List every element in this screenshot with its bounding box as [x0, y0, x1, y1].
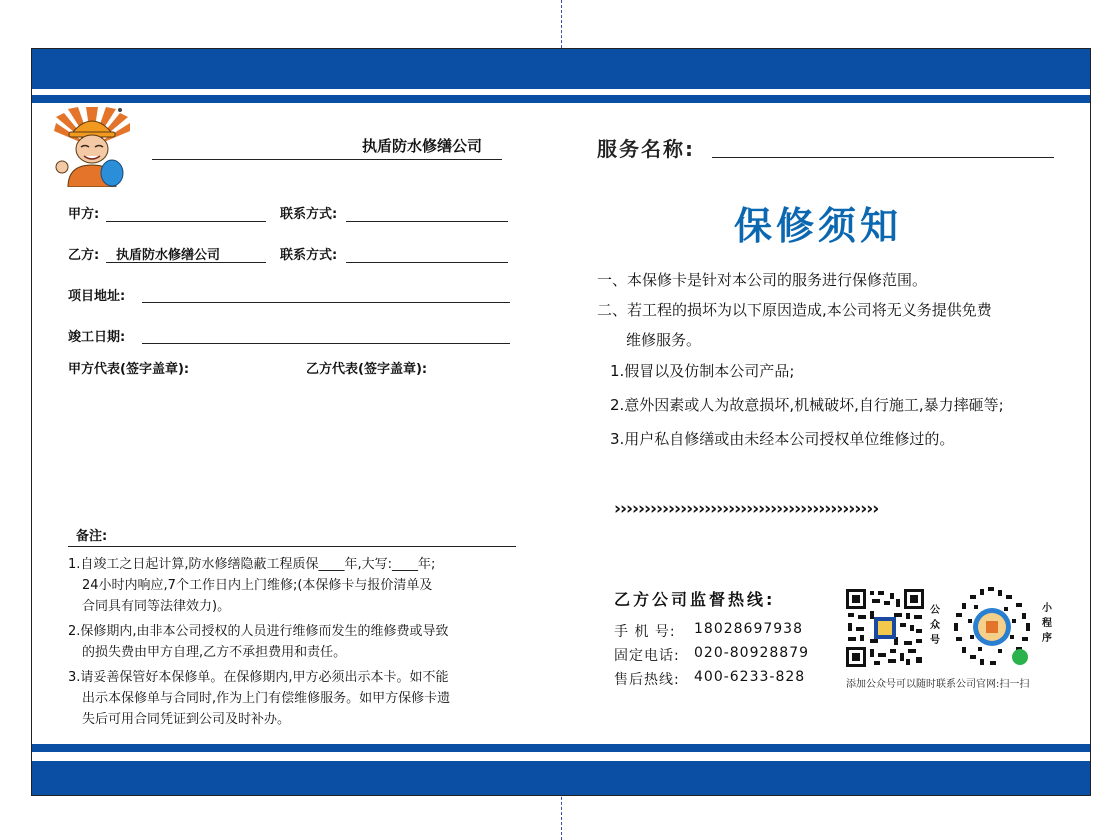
notice-title: 保修须知: [734, 204, 903, 248]
landline-value: 020-80928879: [694, 645, 810, 661]
note-line: 出示本保修单与合同时,作为上门有偿维修服务。如甲方保修卡遗: [82, 691, 451, 706]
top-band: [32, 49, 1090, 89]
party-a-field[interactable]: [106, 221, 266, 222]
clause-line: 1.假冒以及仿制本公司产品;: [610, 362, 795, 380]
qr1-label-char: 公: [930, 605, 940, 616]
party-a-label: 甲方:: [68, 207, 100, 222]
note-line: 的损失费由甲方自理,乙方不承担费用和责任。: [82, 645, 347, 660]
bottom-thin-band: [32, 744, 1090, 752]
mobile-value: 18028697938: [694, 621, 803, 637]
contact-b-field[interactable]: [346, 262, 508, 263]
qr-caption: 添加公众号可以随时联系公司官网:扫一扫: [846, 679, 1030, 690]
note-line: 3.请妥善保管好本保修单。在保修期内,甲方必须出示本卡。如不能: [68, 670, 449, 685]
completion-date-field[interactable]: [142, 343, 510, 344]
aftersales-label: 售后热线:: [614, 672, 680, 688]
note-line: 2.保修期内,由非本公司授权的人员进行维修而发生的维修费或导致: [68, 624, 449, 639]
clause-line: 3.用户私自修缮或由未经本公司授权单位维修过的。: [610, 430, 955, 448]
qr2-label-char: 序: [1042, 633, 1052, 644]
company-underline: [152, 159, 502, 160]
rep-b-label: 乙方代表(签字盖章):: [306, 362, 428, 377]
clause-line: 一、本保修卡是针对本公司的服务进行保修范围。: [597, 271, 928, 289]
address-label: 项目地址:: [68, 289, 126, 304]
notes-title: 备注:: [76, 529, 108, 544]
notes-divider: [68, 546, 516, 547]
chevron-divider: ››››››››››››››››››››››››››››››››››››››››››››: [614, 499, 879, 519]
address-field[interactable]: [142, 302, 510, 303]
aftersales-value: 400-6233-828: [694, 669, 806, 685]
qr2-side-label: [1042, 601, 1052, 646]
note-line: 失后可用合同凭证到公司及时补办。: [82, 712, 291, 727]
service-name-label: 服务名称:: [597, 137, 695, 161]
qr1-side-label: [930, 603, 940, 648]
party-b-label: 乙方:: [68, 248, 100, 263]
bottom-band: [32, 761, 1090, 796]
contact-a-field[interactable]: [346, 221, 508, 222]
rep-a-label: 甲方代表(签字盖章):: [68, 362, 190, 377]
warranty-card: [31, 48, 1091, 796]
qr2-label-char: 小: [1042, 603, 1052, 614]
completion-date-label: 竣工日期:: [68, 330, 126, 345]
worker-mascot-logo: [54, 107, 130, 187]
qr1-label-char: 号: [930, 635, 940, 646]
contact-a-label: 联系方式:: [280, 207, 338, 222]
mobile-label: 手 机 号:: [614, 624, 676, 640]
note-line: 合同具有同等法律效力)。: [82, 599, 231, 614]
clause-line: 维修服务。: [626, 331, 702, 349]
company-name: 执盾防水修缮公司: [362, 137, 483, 155]
wechat-official-account-qr[interactable]: [844, 587, 926, 669]
clause-line: 2.意外因素或人为故意损坏,机械破坏,自行施工,暴力摔砸等;: [610, 396, 1004, 414]
qr1-label-char: 众: [930, 620, 940, 631]
note-line: 24小时内响应,7个工作日内上门维修;(本保修卡与报价清单及: [82, 578, 433, 593]
note-line: 1.自竣工之日起计算,防水修缮隐蔽工程质保____年,大写:____年;: [68, 557, 436, 572]
hotline-title: 乙方公司监督热线:: [614, 590, 776, 609]
service-name-field[interactable]: [712, 157, 1054, 158]
landline-label: 固定电话:: [614, 648, 680, 664]
contact-b-label: 联系方式:: [280, 248, 338, 263]
mini-program-qr[interactable]: [950, 585, 1034, 669]
party-b-field[interactable]: [106, 262, 266, 263]
qr2-label-char: 程: [1042, 618, 1052, 629]
top-thin-band: [32, 95, 1090, 103]
clause-line: 二、若工程的损坏为以下原因造成,本公司将无义务提供免费: [597, 301, 992, 319]
party-b-value: 执盾防水修缮公司: [116, 248, 221, 263]
